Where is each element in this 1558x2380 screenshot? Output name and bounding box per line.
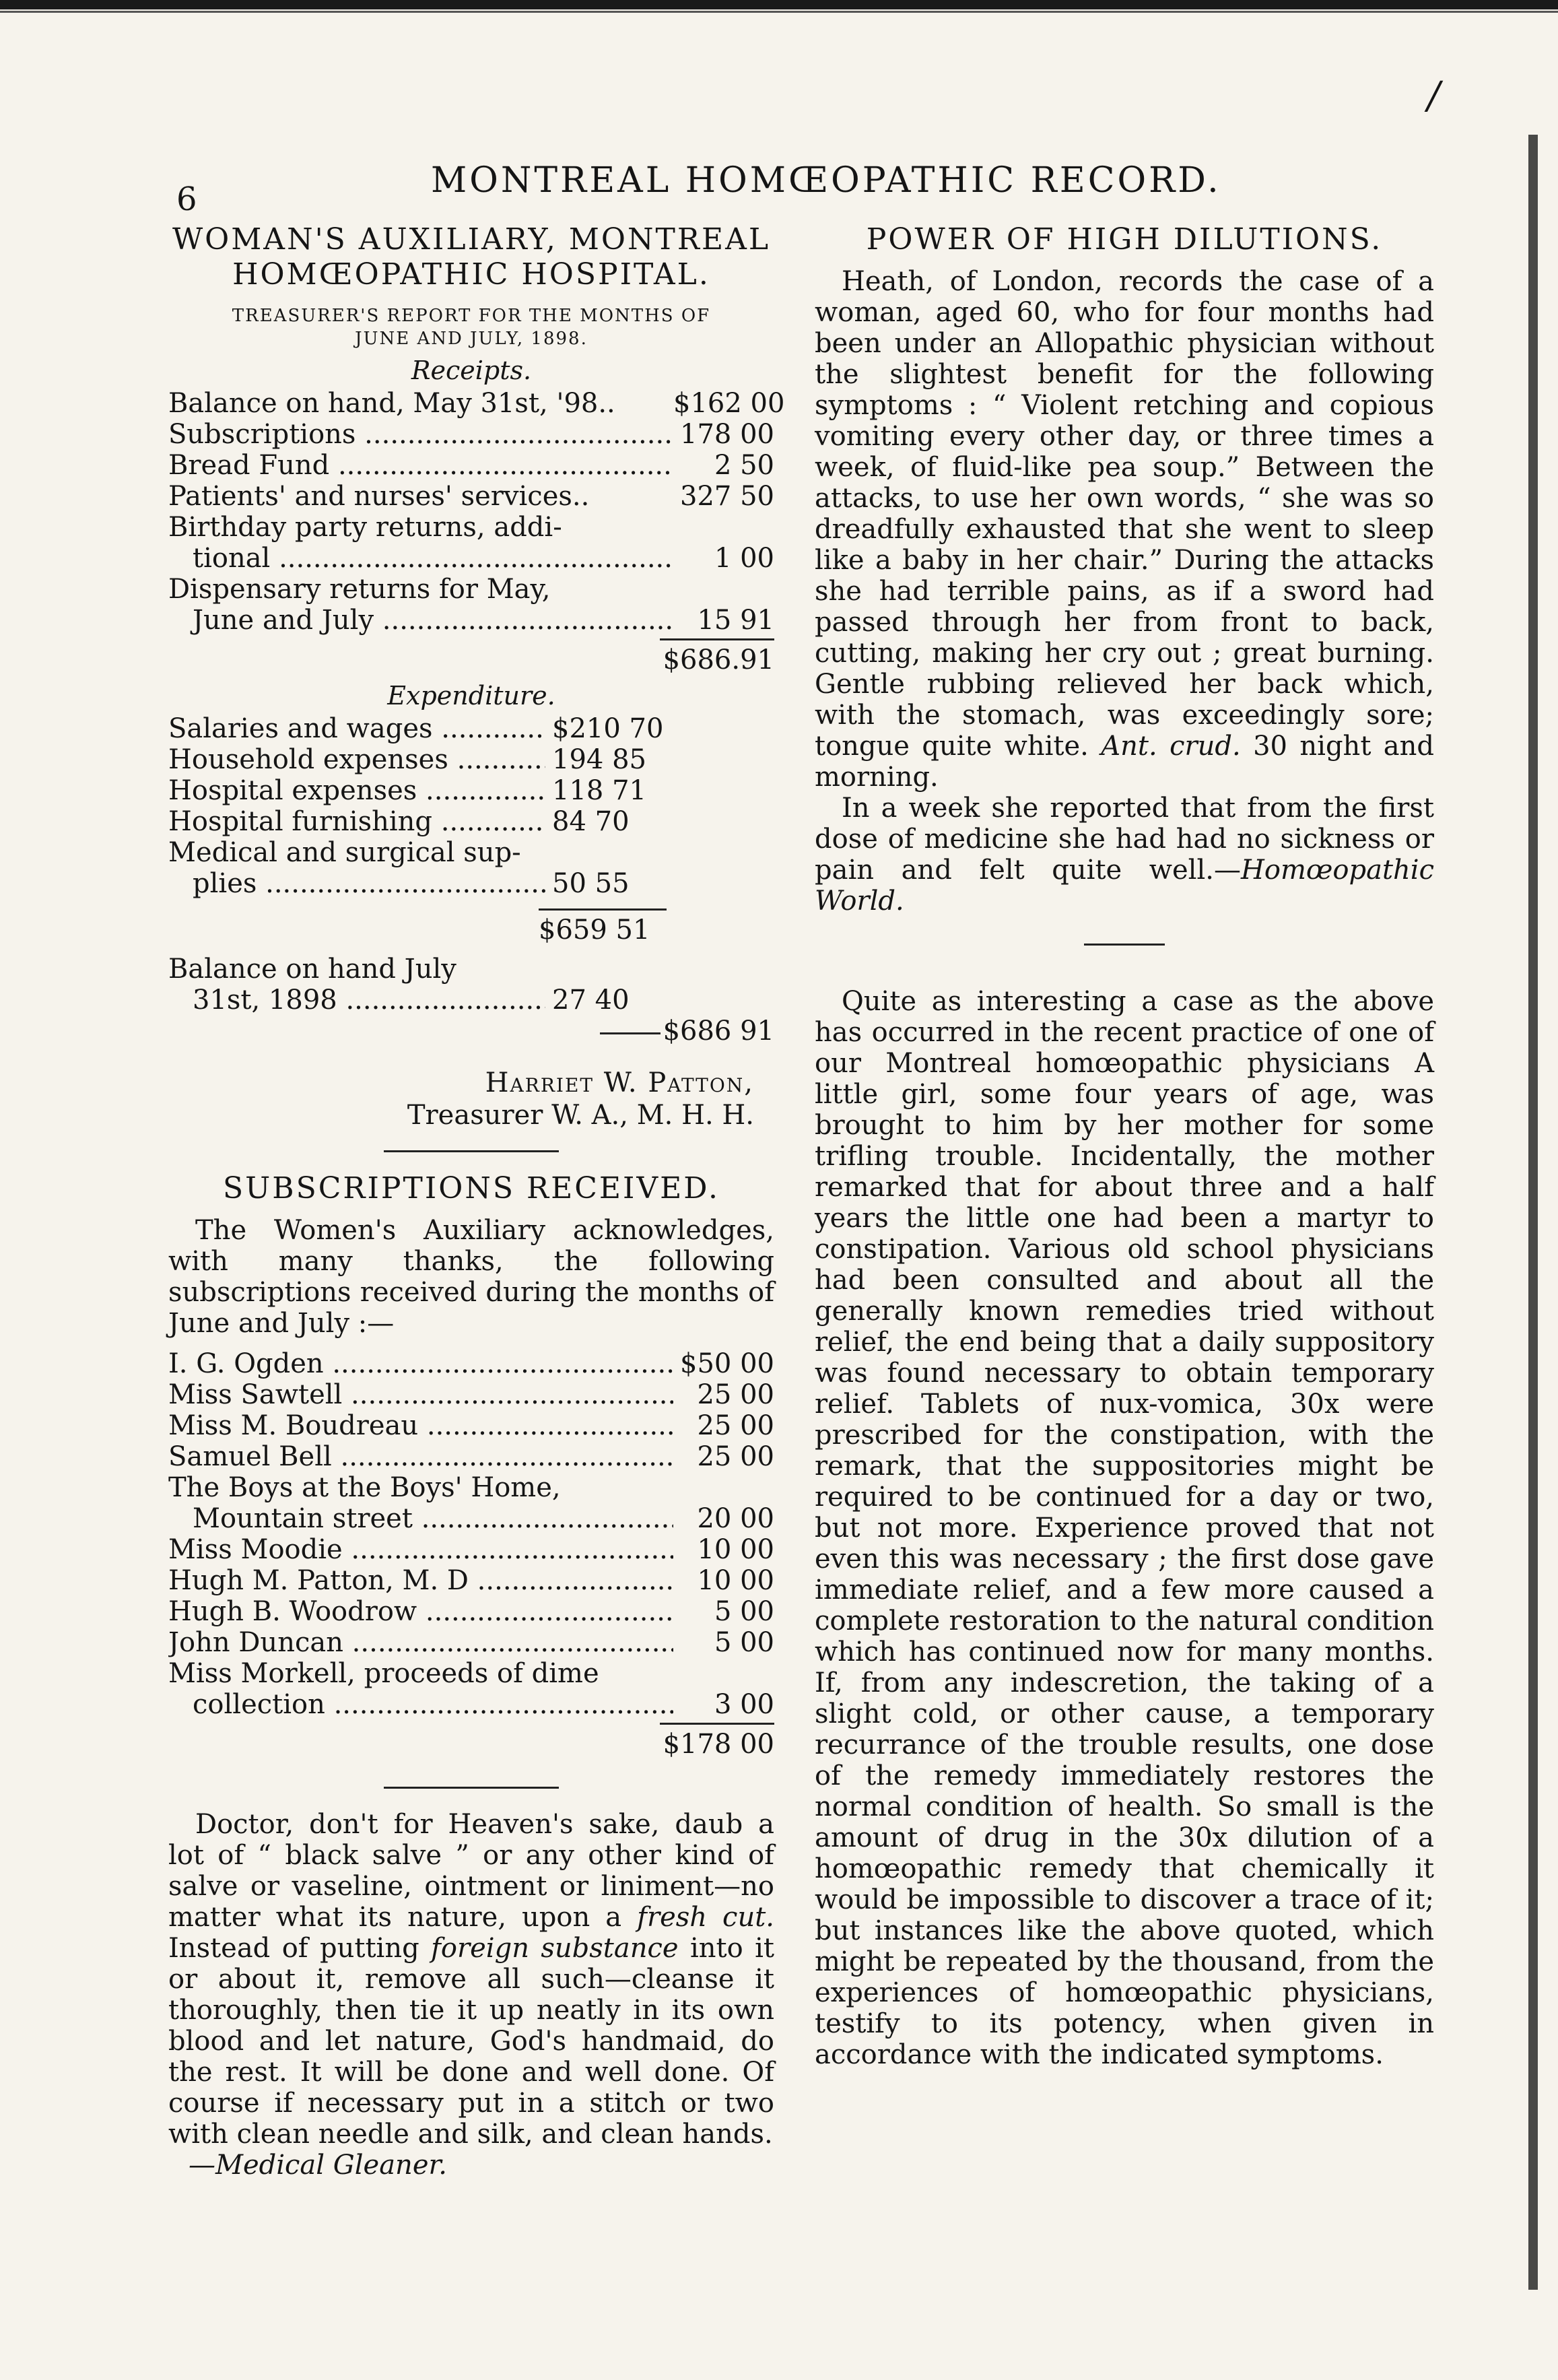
section-divider: [384, 1787, 559, 1789]
receipt-row: [168, 481, 774, 512]
receipt-row: [168, 450, 774, 481]
expenditure-amount: 50 55: [552, 868, 630, 899]
subscription-label: Samuel Bell .....: [168, 1441, 673, 1472]
left-column: [168, 222, 785, 2181]
balance-label: Balance on hand July: [168, 954, 456, 985]
receipts-list: [168, 388, 785, 636]
expenditure-row: [168, 837, 667, 899]
right-column: [815, 222, 1434, 2070]
section-divider: [1084, 944, 1165, 946]
receipts-heading: Receipts.: [411, 356, 532, 385]
subscription-row: [168, 1410, 774, 1441]
receipt-label: Dispensary returns for May,: [168, 574, 551, 605]
subscription-amount: 25 00: [697, 1379, 774, 1410]
expenditure-list: [168, 713, 667, 946]
expenditure-amount: 118 71: [552, 775, 646, 806]
subscription-row: [168, 1627, 774, 1658]
expenditure-heading: Expenditure.: [387, 681, 555, 710]
balance-amount: 27 40: [552, 985, 630, 1016]
expenditure-amount: 84 70: [552, 806, 630, 837]
receipt-label: Bread Fund .....: [168, 450, 673, 481]
subscription-amount: 3 00: [714, 1689, 774, 1720]
receipt-amount: 2 50: [714, 450, 774, 481]
top-edge-rule: [0, 0, 1558, 9]
subscription-amount: $50 00: [680, 1348, 774, 1379]
subscription-label: Miss Sawtell .....: [168, 1379, 673, 1410]
subscriptions-total: $178 00: [660, 1723, 774, 1760]
signature: [168, 1067, 774, 1131]
subscription-label: Miss Morkell, proceeds of dime: [168, 1658, 599, 1689]
power-paragraph: Heath, of London, records the case of a woman, aged 60, who for four months had been under an Allopathic physician without the slightest benefit for the following symptoms : “ Violent retching and copious vomiting every other day, or three times a week, of fluid-like pea soup.” Between the attacks, to use her own words, “ she was so dreadfully exhausted that she went to sleep like a baby in her chair.” During the attacks she had terrible pains, as if a sword had passed through her from front to back, cutting, making her cry out ; great burning. Gentle rubbing relieved her back which, with the stomach, was exceedingly sore; tongue quite white. Ant. crud. 30 night and morning.: [815, 266, 1434, 793]
page-number: 6: [176, 180, 197, 218]
corner-mark: /: [1427, 74, 1440, 118]
report-title-line-2: JUNE AND JULY, 1898.: [355, 329, 588, 349]
receipt-amount: 327 50: [680, 481, 774, 512]
auxiliary-title-line-1: WOMAN'S AUXILIARY, MONTREAL: [172, 222, 771, 257]
grand-total: $686 91: [663, 1016, 774, 1047]
expenditure-label: Hospital expenses .....: [168, 775, 545, 806]
subscription-label: The Boys at the Boys' Home,: [168, 1472, 561, 1503]
subscription-amount: 10 00: [697, 1565, 774, 1596]
receipt-amount: 178 00: [680, 419, 774, 450]
receipt-row: [168, 512, 774, 574]
quite-paragraph: Quite as interesting a case as the above has occurred in the recent practice of one of our Montreal homœopathic physicians A little girl, some four years of age, was brought to him by her mother for some trifling trouble. Incidentally, the mother remarked that for about three and a half years the little one had been a martyr to constipation. Various old school physicians had been consulted and about all the generally known remedies tried without relief, the end being that a daily suppository was found necessary to obtain temporary relief. Tablets of nux-vomica, 30x were prescribed for the constipation, with the remark, that the suppositories might be required to be continued for a day or two, but not more. Experience proved that not even this was necessary ; the first dose gave immediate relief, and a few more caused a complete restoration to the natural condition which has continued now for many months. If, from any indescretion, the taking of a slight cold, or other cause, a temporary recurrance of the trouble results, one dose of the remedy immediately restores the normal condition of health. So small is the amount of drug in the 30x dilution of a homœopathic remedy that chemically it would be impossible to discover a trace of it; but instances like the above quoted, which might be repeated by the thousand, from the experiences of homœopathic physicians, testify to its potency, when given in accordance with the indicated symptoms.: [815, 986, 1434, 2070]
subscription-label: Miss M. Boudreau .....: [168, 1410, 673, 1441]
expenditure-amount: 194 85: [552, 744, 646, 775]
receipt-label: Birthday party returns, addi-: [168, 512, 562, 543]
expenditure-label-cont: plies .....: [168, 868, 545, 899]
auxiliary-title-line-2: HOMŒOPATHIC HOSPITAL.: [232, 257, 710, 292]
page-edge-shadow: [1528, 135, 1538, 2290]
doctor-source: —Medical Gleaner.: [189, 2150, 447, 2181]
receipt-label: Subscriptions .....: [168, 419, 673, 450]
doctor-paragraph: Doctor, don't for Heaven's sake, daub a lot of “ black salve ” or any other kind of salve or vaseline, ointment or liniment—no matter what its nature, upon a fresh cut. Instead of putting foreign substance into it or about it, remove all such—cleanse it thoroughly, then tie it up neatly in its own blood and let nature, God's handmaid, do the rest. It will be done and well done. Of course if necessary put in a stitch or two with clean needle and silk, and clean hands.: [168, 1809, 775, 2150]
subscription-row: [168, 1472, 774, 1534]
balance-row: [168, 954, 667, 1016]
grand-total-row: [168, 1016, 774, 1047]
receipts-total: $686.91: [660, 638, 774, 675]
report-title-line-1: TREASURER'S REPORT FOR THE MONTHS OF: [232, 306, 711, 326]
receipt-row: [168, 388, 785, 419]
subscription-row: [168, 1348, 774, 1379]
receipt-label: Balance on hand, May 31st, '98..: [168, 388, 615, 419]
subscriptions-intro: The Women's Auxiliary acknowledges, with many thanks, the following subscriptions received during the months of June and July :—: [168, 1215, 774, 1339]
subscription-row: [168, 1441, 774, 1472]
subscription-amount: 5 00: [714, 1627, 774, 1658]
running-title: MONTREAL HOMŒOPATHIC RECORD.: [431, 160, 1221, 201]
receipt-amount: 1 00: [714, 543, 774, 574]
subscription-row: [168, 1596, 774, 1627]
expenditure-label: Salaries and wages .....: [168, 713, 545, 744]
expenditure-total: $659 51: [539, 908, 667, 946]
subscription-amount: 20 00: [697, 1503, 774, 1534]
subscription-row: [168, 1565, 774, 1596]
subscription-label: Hugh B. Woodrow .....: [168, 1596, 673, 1627]
subscription-amount: 25 00: [697, 1410, 774, 1441]
auxiliary-title: [168, 222, 774, 292]
receipt-amount: 15 91: [697, 605, 774, 636]
subscriptions-list: [168, 1348, 774, 1720]
receipt-label-cont: tional .....: [168, 543, 673, 574]
power-heading: POWER OF HIGH DILUTIONS.: [866, 222, 1383, 257]
subscription-amount: 10 00: [697, 1534, 774, 1565]
subscription-row: [168, 1534, 774, 1565]
expenditure-row: [168, 806, 667, 837]
expenditure-row: [168, 713, 667, 744]
expenditure-label: Household expenses .....: [168, 744, 545, 775]
expenditure-label: Medical and surgical sup-: [168, 837, 521, 868]
subscription-row: [168, 1379, 774, 1410]
subscriptions-heading: SUBSCRIPTIONS RECEIVED.: [223, 1171, 720, 1205]
subscription-label-cont: Mountain street .....: [168, 1503, 673, 1534]
subscription-amount: 5 00: [714, 1596, 774, 1627]
expenditure-row: [168, 744, 667, 775]
receipt-row: [168, 419, 774, 450]
section-divider: [384, 1150, 559, 1152]
receipt-amount: $162 00: [673, 388, 785, 419]
subscription-label: Miss Moodie .....: [168, 1534, 673, 1565]
receipt-label-cont: June and July .....: [168, 605, 673, 636]
balance-label-cont: 31st, 1898 .....: [168, 985, 545, 1016]
subscription-label: Hugh M. Patton, M. D .....: [168, 1565, 673, 1596]
signature-name: Harriet W. Patton,: [485, 1067, 754, 1098]
expenditure-label: Hospital furnishing .....: [168, 806, 545, 837]
grand-total-dash: [600, 1032, 661, 1034]
signature-title: Treasurer W. A., M. H. H.: [407, 1100, 754, 1131]
subscription-label: John Duncan .....: [168, 1627, 673, 1658]
subscription-label-cont: collection .....: [168, 1689, 673, 1720]
receipt-label: Patients' and nurses' services..: [168, 481, 590, 512]
subscription-row: [168, 1658, 774, 1720]
receipt-row: [168, 574, 774, 636]
expenditure-row: [168, 775, 667, 806]
power-paragraph-2: In a week she reported that from the first dose of medicine she had had no sickness or pain and felt quite well.—Homœopathic World.: [815, 793, 1434, 917]
subscription-amount: 25 00: [697, 1441, 774, 1472]
expenditure-amount: $210 70: [552, 713, 664, 744]
subscription-label: I. G. Ogden .....: [168, 1348, 673, 1379]
top-edge-rule-thin: [0, 11, 1558, 13]
